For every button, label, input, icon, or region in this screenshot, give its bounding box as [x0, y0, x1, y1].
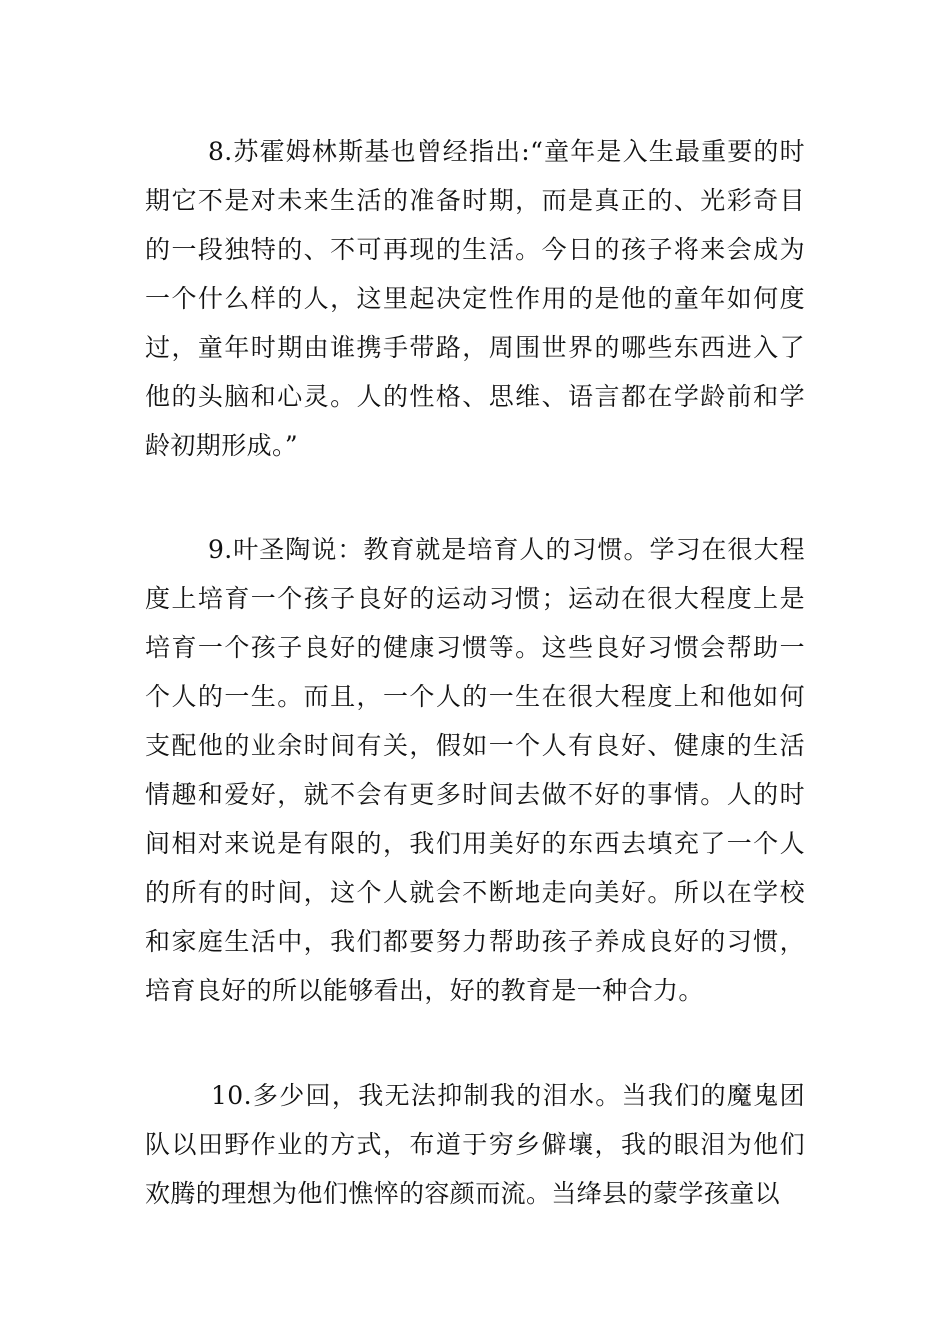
- paragraph-8: 8.苏霍姆林斯基也曾经指出:“童年是入生最重要的时期它不是对未来生活的准备时期，而是真正的、光彩奇目的一段独特的、不可再现的生活。今日的孩子将来会成为一个什么样的人，这里起决定性作用的是他的童年如何度过，童年时期由谁携手带路，周围世界的哪些东西进入了他的头脑和心灵。人的性格、思维、语言都在学龄前和学龄初期形成。”: [145, 137, 805, 460]
- paragraph-9: 9.叶圣陶说：教育就是培育人的习惯。学习在很大程度上培育一个孩子良好的运动习惯；运动在很大程度上是培育一个孩子良好的健康习惯等。这些良好习惯会帮助一个人的一生。而且，一个人的一生在很大程度上和他如何支配他的业余时间有关，假如一个人有良好、健康的生活情趣和爱好，就不会有更多时间去做不好的事情。人的时间相对来说是有限的，我们用美好的东西去填充了一个人的所有的时间，这个人就会不断地走向美好。所以在学校和家庭生活中，我们都要努力帮助孩子养成良好的习惯，培育良好的所以能够看出，好的教育是一种合力。: [145, 535, 805, 1005]
- paragraph-10: 10.多少回，我无法抑制我的泪水。当我们的魔鬼团队以田野作业的方式，布道于穷乡僻壤，我的眼泪为他们欢腾的理想为他们憔悴的容颜而流。当绛县的蒙学孩童以: [145, 1081, 805, 1208]
